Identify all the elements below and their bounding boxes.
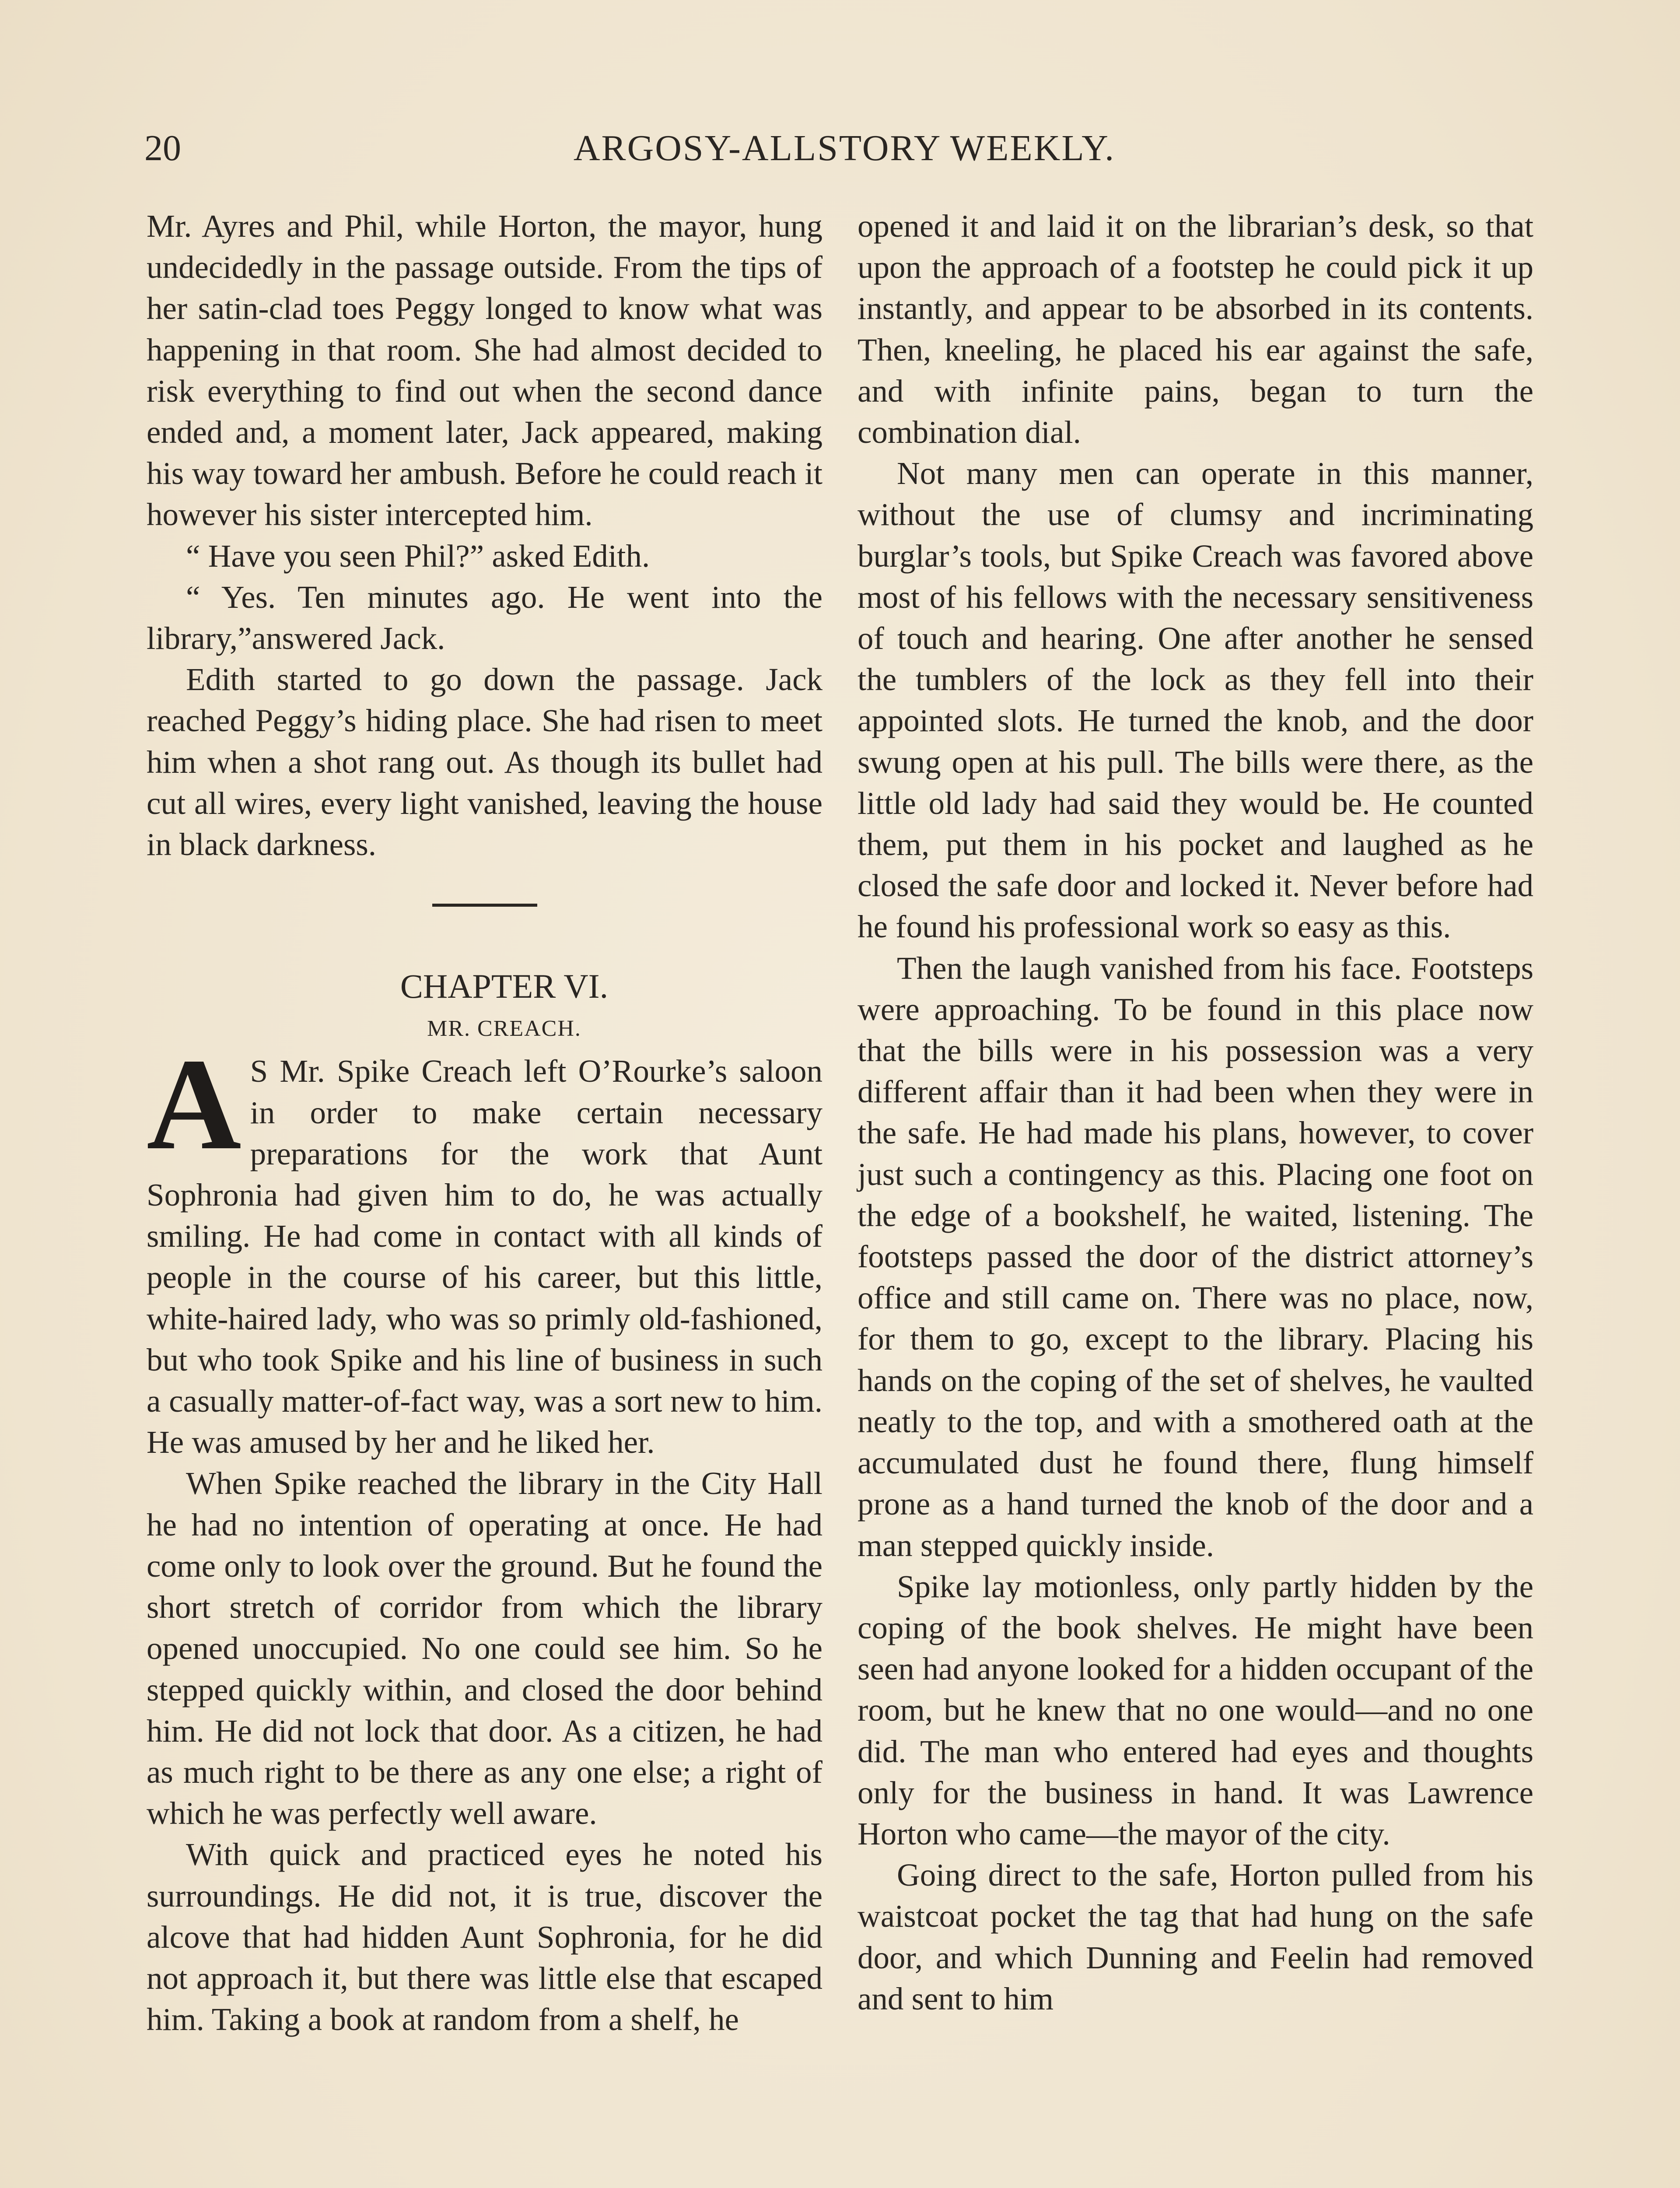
paragraph: “ Have you seen Phil?” asked Edith. xyxy=(186,538,650,574)
paragraph: Spike lay motionless, only partly hidden by the coping of the book shelves. He might have been seen had anyone looked for a hidden occupant of the room, but he knew that no one would—and no one did. The man who entered had eyes and thoughts only for the business in hand. It was Lawrence Horton who came—the mayor of the city. xyxy=(858,1568,1533,1851)
paragraph: “ Yes. Ten minutes ago. He went into the library,”answered Jack. xyxy=(147,579,822,656)
paragraph: Not many men can operate in this manner, without the use of clumsy and incriminating burglar’s tools, but Spike Creach was favored above most of his fellows with the necessary sensitiveness of touch and hearing. One after another he sensed the tumblers of the lock as they fell into their appointed slots. He turned the knob, and the door swung open at his pull. The bills were there, as the little old lady had said they would be. He counted them, put them in his pocket and laughed as he closed the safe door and locked it. Never before had he found his professional work so easy as this. xyxy=(858,456,1533,945)
page-header xyxy=(144,127,1544,184)
chapter-title: CHAPTER VI. xyxy=(400,967,609,1006)
chapter-opening-paragraph xyxy=(147,1031,822,1463)
chapter-subtitle: MR. CREACH. xyxy=(427,1016,581,1041)
left-column xyxy=(147,206,822,2040)
paragraph: Going direct to the safe, Horton pulled from his waistcoat pocket the tag that had hung on the safe door, and which Dunning and Feelin had removed and sent to him xyxy=(858,1857,1533,2016)
paragraph: Then the laugh vanished from his face. Footsteps were approaching. To be found in this place now that the bills were in his possession was a very different affair than it had been when they were in the safe. He had made his plans, however, to cover just such a contingency as this. Placing one foot on the edge of a bookshelf, he waited, listening. The footsteps passed the door of the district attorney’s office and still came on. There was no place, now, for them to go, except to the library. Placing his hands on the coping of the set of shelves, he vaulted neatly to the top, and with a smothered oath at the accumulated dust he found there, flung himself prone as a hand turned the knob of the door and a man stepped quickly inside. xyxy=(858,950,1533,1563)
paragraph: opened it and laid it on the librarian’s desk, so that upon the approach of a footstep he could pick it up instantly, and appear to be absorbed in its contents. Then, kneeling, he placed his ear against the safe, and with infinite pains, began to turn the combination dial. xyxy=(858,208,1533,450)
running-title: ARGOSY-ALLSTORY WEEKLY. xyxy=(573,128,1116,168)
paragraph-text: S Mr. Spike Creach left O’Rourke’s saloon in order to make certain necessary preparations for the work that Aunt Sophronia had given him to do, he was actually smiling. He had come in contact with all kinds of people in the course of his career, but this little, white-haired lady, who was so primly old-fashioned, but who took Spike and his line of business in such a casually matter-of-fact way, was a sort new to him. He was amused by her and he liked her. xyxy=(147,1053,822,1460)
section-divider xyxy=(432,904,537,907)
paragraph: When Spike reached the library in the City Hall he had no intention of operating at once. He had come only to look over the ground. But he found the short stretch of corridor from which the library opened unoccupied. No one could see him. So he stepped quickly within, and closed the door behind him. He did not lock that door. As a citizen, he had as much right to be there as any one else; a right of which he was perfectly well aware. xyxy=(147,1466,822,1831)
right-column xyxy=(858,206,1533,2020)
paragraph: Edith started to go down the passage. Jack reached Peggy’s hiding place. She had risen to meet him when a shot rang out. As though its bullet had cut all wires, every light vanished, leaving the house in black darkness. xyxy=(147,662,822,863)
paragraph: With quick and practiced eyes he noted his surroundings. He did not, it is true, discover the alcove that had hidden Aunt Sophronia, for he did not approach it, but there was little else that escaped him. Taking a book at random from a shelf, he xyxy=(147,1837,822,2037)
paragraph: Mr. Ayres and Phil, while Horton, the mayor, hung undecidedly in the passage outside. From the tips of her satin-clad toes Peggy longed to know what was happening in that room. She had almost decided to risk everything to find out when the second dance ended and, a moment later, Jack appeared, making his way toward her ambush. Before he could reach it however his sister intercepted him. xyxy=(147,208,822,533)
page-number: 20 xyxy=(144,128,181,168)
drop-cap: A xyxy=(147,1031,242,1177)
